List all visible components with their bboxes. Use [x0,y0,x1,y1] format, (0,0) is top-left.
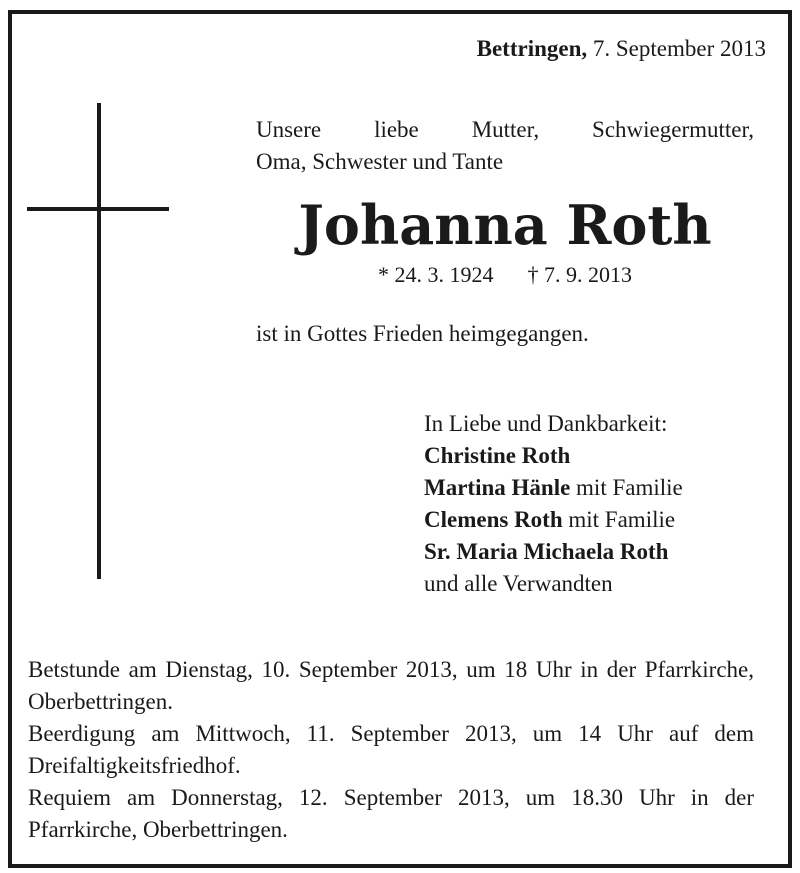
intro-text [256,114,754,178]
cross-icon [97,103,101,579]
service-schedule [28,654,754,846]
birth-date: * 24. 3. 1924 [378,262,494,287]
intro-word: Schwiegermutter, [592,117,754,142]
service-prayer-hour: Betstunde am Dienstag, 10. September 2013, um 18 Uhr in der Pfarrkirche, Oberbettringen. [28,657,754,714]
mourners-block [424,408,683,600]
mourners-closing: und alle Verwandten [424,571,613,596]
place-name: Bettringen, [476,36,588,61]
mourner-suffix: mit Familie [562,507,676,532]
service-burial: Beerdigung am Mittwoch, 11. September 2013, um 14 Uhr auf dem Dreifaltigkeitsfriedhof. [28,721,754,778]
place-date [477,34,766,64]
mourner-entry [424,440,683,472]
mourner-name: Sr. Maria Michaela Roth [424,539,669,564]
mourner-entry [424,472,683,504]
intro-word: Mutter, [471,117,540,142]
mourners-heading: In Liebe und Dankbarkeit: [424,411,668,436]
mourner-name: Martina Hänle [424,475,571,500]
intro-word: liebe [374,117,419,142]
intro-line-1 [256,114,754,146]
mourner-entry [424,536,683,568]
life-dates [256,260,754,290]
mourner-entry [424,504,683,536]
death-date: † 7. 9. 2013 [527,262,632,287]
intro-word: Unsere [256,117,322,142]
deceased-name: Johanna Roth [298,193,712,257]
peace-text: ist in Gottes Frieden heimgegangen. [256,321,589,346]
mourner-suffix: mit Familie [570,475,683,500]
mourner-name: Clemens Roth [424,507,563,532]
notice-date: 7. September 2013 [592,36,766,61]
cross-icon-crossbar [27,207,169,211]
service-requiem: Requiem am Donnerstag, 12. September 2013, um 18.30 Uhr in der Pfarrkirche, Oberbettringen. [28,785,754,842]
intro-line-2: Oma, Schwester und Tante [256,149,504,174]
mourner-name: Christine Roth [424,443,571,468]
